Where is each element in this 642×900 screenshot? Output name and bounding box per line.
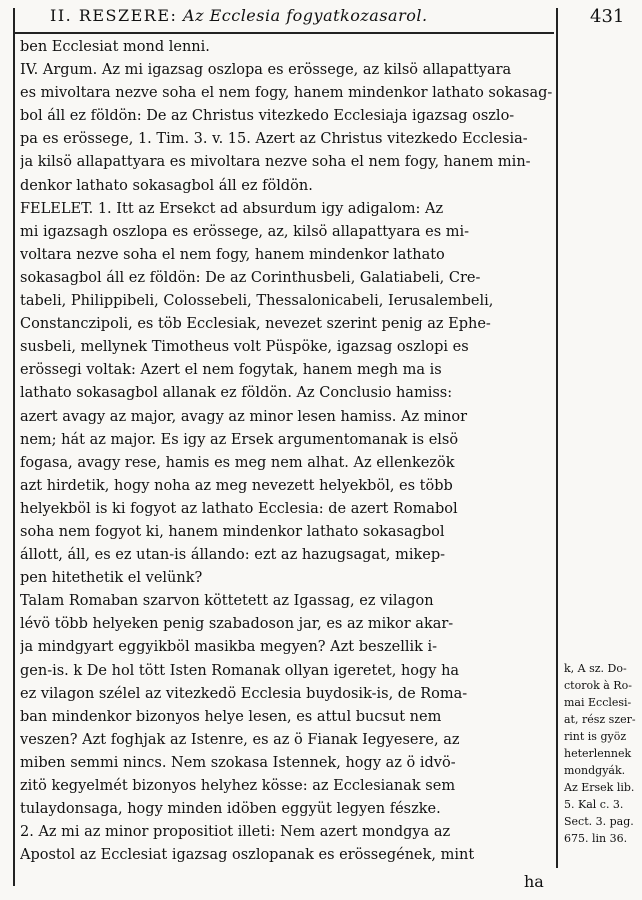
text-line: 2. Az mi az minor propositiot illeti: Nem azert mondgya az: [20, 824, 451, 841]
text-line: ez vilagon szélel az vitezkedö Ecclesia buydosik-is, de Roma-: [20, 685, 468, 702]
text-line: sokasagbol áll ez földön: De az Corinthusbeli, Galatiabeli, Cre-: [20, 269, 481, 286]
catchword: ha: [524, 872, 544, 891]
text-line: ja mindgyart eggyikböl masikba megyen? Azt beszellik i-: [20, 639, 438, 656]
text-line: IV. Argum. Az mi igazsag oszlopa es erössege, az kilsö allapattyara: [20, 62, 512, 79]
text-line: FELELET. 1. Itt az Ersekct ad absurdum igy adigalom: Az: [20, 200, 444, 217]
running-title: Az Ecclesia fogyatkozasarol.: [183, 6, 428, 25]
text-line: állott, áll, es ez utan-is állando: ezt az hazugsagat, mikep-: [20, 547, 446, 564]
text-line: ben Ecclesiat mond lenni.: [20, 39, 210, 55]
text-line: Talam Romaban szarvon köttetett az Igassag, ez vilagon: [20, 593, 434, 610]
margin-note-line: at, rész szer-: [564, 713, 636, 726]
text-line: gen-is. k De hol tött Isten Romanak ollyan igeretet, hogy ha: [20, 662, 460, 679]
text-line: lathato sokasagbol allanak ez földön. Az Conclusio hamiss:: [20, 385, 453, 402]
page-number: 431: [590, 6, 625, 27]
text-line: es mivoltara nezve soha el nem fogy, hanem mindenkor lathato sokasag-: [20, 85, 552, 102]
text-line: bol áll ez földön: De az Christus vitezkedo Ecclesiaja igazsag oszlo-: [20, 108, 515, 125]
margin-note-line: heterlennek: [564, 747, 632, 760]
text-line: fogasa, avagy rese, hamis es meg nem alhat. Az ellenkezök: [20, 454, 455, 471]
text-line: helyekböl is ki fogyot az lathato Ecclesia: de azert Romabol: [20, 500, 458, 517]
left-border-rule: [13, 8, 15, 886]
text-line: voltara nezve soha el nem fogy, hanem mindenkor lathato: [20, 246, 445, 263]
text-line: lévö több helyeken penig szabadoson jar, es az mikor akar-: [20, 616, 454, 633]
text-line: ja kilsö allapattyara es mivoltara nezve soha el nem fogy, hanem min-: [20, 154, 531, 171]
text-line: nem; hát az major. Es igy az Ersek argumentomanak is elsö: [20, 431, 459, 448]
margin-note-line: Az Ersek lib.: [564, 781, 635, 794]
text-line: Apostol az Ecclesiat igazsag oszlopanak es erössegének, mint: [20, 847, 475, 864]
text-line: erössegi voltak: Azert el nem fogytak, hanem megh ma is: [20, 362, 442, 379]
margin-column-rule: [556, 8, 558, 868]
marginal-note: [564, 660, 640, 847]
text-line: mi igazsagh oszlopa es erössege, az, kilsö allapattyara es mi-: [20, 223, 470, 240]
text-line: ban mindenkor bizonyos helye lesen, es attul bucsut nem: [20, 708, 442, 725]
text-line: tabeli, Philippibeli, Colossebeli, Thessalonicabeli, Ierusalembeli,: [20, 293, 494, 310]
text-line: pa es erössege, 1. Tim. 3. v. 15. Azert az Christus vitezkedo Ecclesia-: [20, 131, 528, 148]
text-line: tulaydonsaga, hogy minden idöben eggyüt legyen fészke.: [20, 801, 441, 818]
text-line: susbeli, mellynek Timotheus volt Püspöke, igazsag oszlopi es: [20, 339, 469, 356]
text-line: soha nem fogyot ki, hanem mindenkor lathato sokasagbol: [20, 523, 445, 540]
margin-note-line: Sect. 3. pag.: [564, 815, 634, 828]
text-line: Constanczipoli, es töb Ecclesiak, nevezet szerint penig az Ephe-: [20, 316, 491, 333]
text-line: miben semmi nincs. Nem szokasa Istennek, hogy az ö idvö-: [20, 754, 456, 771]
text-line: pen hitethetik el velünk?: [20, 570, 203, 587]
text-line: denkor lathato sokasagbol áll ez földön.: [20, 177, 313, 194]
body-text: [20, 36, 552, 867]
margin-note-line: 675. lin 36.: [564, 832, 628, 845]
section-label: II. RESZERE:: [50, 6, 178, 25]
text-line: azt hirdetik, hogy noha az meg nevezett helyekböl, es több: [20, 477, 453, 494]
margin-note-line: mondgyák.: [564, 764, 626, 777]
text-line: azert avagy az major, avagy az minor lesen hamiss. Az minor: [20, 408, 468, 425]
margin-note-line: rint is gyöz: [564, 730, 627, 743]
running-head: [50, 6, 550, 30]
margin-note-line: 5. Kal c. 3.: [564, 798, 624, 811]
margin-note-line: mai Ecclesi-: [564, 696, 632, 709]
text-line: veszen? Azt foghjak az Istenre, es az ö Fianak Iegyesere, az: [20, 731, 460, 748]
margin-note-line: ctorok à Ro-: [564, 679, 632, 692]
header-rule: [13, 32, 554, 34]
text-line: zitö kegyelmét bizonyos helyhez kösse: az Ecclesianak sem: [20, 778, 456, 794]
margin-note-line: k, A sz. Do-: [564, 662, 627, 675]
